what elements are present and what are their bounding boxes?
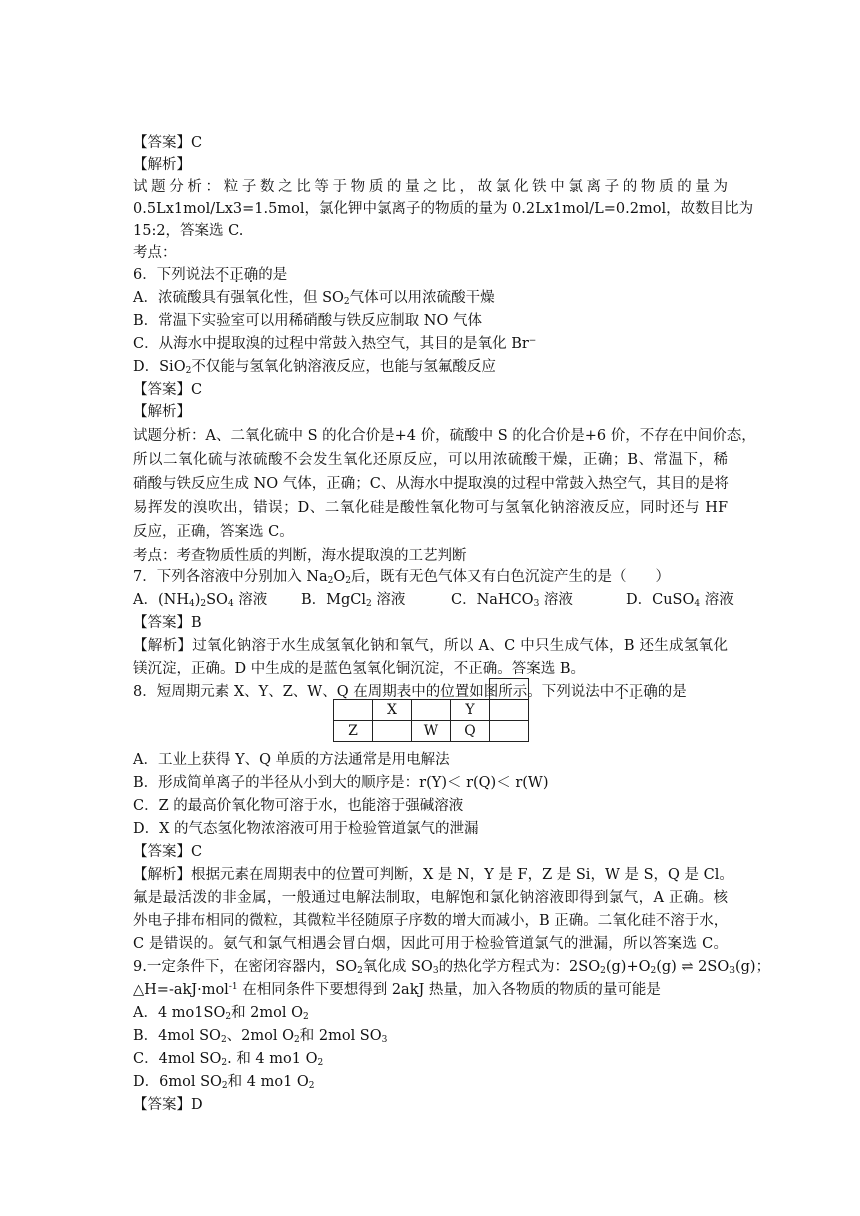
exam-point: 考点： [133, 245, 177, 261]
analysis-text: 【解析】过氧化钠溶于水生成氢氧化钠和氧气，所以 A、C 中只生成气体，B 还生成氢氧化 [133, 638, 728, 654]
analysis-text: 15:2，答案选 C. [133, 223, 244, 239]
analysis-text: 硝酸与铁反应生成 NO 气体，正确；C、从海水中提取溴的过程中常鼓入热空气，其目的是将 [133, 476, 729, 492]
answer-label: 【答案】B [133, 615, 202, 631]
analysis-text: 【解析】根据元素在周期表中的位置可判断，X 是 N，Y 是 F，Z 是 Si，W 是 S，Q 是 Cl。 [133, 867, 734, 883]
question-7-option-c: C．NaHCO$_3$ 溶液 [451, 592, 573, 609]
question-9-stem-cont: △H=-akJ·mol$^{-1}$ 在相同条件下要想得到 2akJ 热量，加入各物质的物质的量可能是 [133, 982, 661, 998]
answer-label: 【答案】D [133, 1097, 203, 1113]
question-9-option-a: A．4 $mo1SO_2$和 2mol $O_2$ [133, 1005, 309, 1022]
analysis-text: 反应，正确，答案选 C。 [133, 524, 294, 540]
question-7-option-d: D．CuSO$_4$ 溶液 [626, 592, 734, 609]
periodic-table-cell [334, 700, 373, 721]
question-7-option-b: B．MgCl$_2$ 溶液 [301, 592, 406, 609]
periodic-table-row [334, 700, 529, 721]
periodic-table-cell [490, 700, 529, 721]
periodic-table-cell [373, 679, 412, 700]
periodic-table-row [334, 679, 529, 700]
analysis-text: C 是错误的。氨气和氯气相遇会冒白烟，因此可用于检验管道氯气的泄漏，所以答案选 C。 [133, 936, 728, 952]
periodic-table-cell: W [412, 721, 451, 742]
question-6-option-c: C．从海水中提取溴的过程中常鼓入热空气，其目的是氧化 Br− [133, 336, 537, 352]
answer-label: 【答案】C [133, 135, 203, 151]
question-6-option-b: B．常温下实验室可以用稀硝酸与铁反应制取 NO 气体 [133, 313, 482, 329]
question-8-option-b: B．形成简单离子的半径从小到大的顺序是：r(Y)＜ r(Q)＜ r(W) [133, 775, 549, 791]
question-9-option-c: C．4mol $SO_2$. 和 4 mo1 $O_2$ [133, 1051, 324, 1068]
analysis-text: 试题分析：A、二氧化硫中 S 的化合价是+4 价，硫酸中 S 的化合价是+6 价，不存在中间价态， [133, 428, 756, 444]
question-7-options [133, 589, 734, 611]
exam-point: 考点：考查物质性质的判断，海水提取溴的工艺判断 [133, 548, 467, 564]
periodic-table-cell: Q [451, 721, 490, 742]
question-6-option-a: A．浓硫酸具有强氧化性，但 $SO_2$气体可以用浓硫酸干燥 [133, 290, 495, 307]
question-9-stem: 9.一定条件下，在密闭容器内，$SO_2$氧化成 $SO_3$的热化学方程式为：$2SO_2(g)+O_2(g)$ ⇌ $2SO_3(g)$； [133, 959, 771, 976]
analysis-text: 所以二氧化硫与浓硫酸不会发生氧化还原反应，可以用浓硫酸干燥，正确；B、常温下，稀 [133, 452, 728, 468]
periodic-table-cell [490, 679, 529, 700]
question-8-stem: 8．短周期元素 X、Y、Z、W、Q 在周期表中的位置如图所示。下列说法中不正确的是 [133, 684, 687, 700]
periodic-table-cell [373, 721, 412, 742]
analysis-text: 易挥发的溴吹出，错误；D、二氧化硅是酸性氧化物可与氢氧化钠溶液反应，同时还与 HF [133, 500, 728, 516]
question-8-option-a: A．工业上获得 Y、Q 单质的方法通常是用电解法 [133, 752, 450, 768]
analysis-text: 镁沉淀，正确。D 中生成的是蓝色氢氧化铜沉淀，不正确。答案选 B。 [133, 661, 585, 677]
periodic-table-cell: Z [334, 721, 373, 742]
answer-label: 【答案】C [133, 844, 203, 860]
question-6-option-d: D．SiO$_2$不仅能与氢氧化钠溶液反应，也能与氢氟酸反应 [133, 359, 496, 376]
periodic-table-cell [490, 721, 529, 742]
analysis-text: 外电子排布相同的微粒，其微粒半径随原子序数的增大而减小，B 正确。二氧化硅不溶于水， [133, 913, 729, 929]
periodic-table-cell [334, 679, 373, 700]
question-7-option-a: A．$(NH_4)_2SO_4$ 溶液 [133, 592, 268, 609]
periodic-table-cell [412, 679, 451, 700]
question-8-option-c: C．Z 的最高价氧化物可溶于水，也能溶于强碱溶液 [133, 798, 464, 814]
analysis-text: 氟是最活泼的非金属，一般通过电解法制取，电解饱和氯化钠溶液即得到氯气，A 正确。核 [133, 890, 728, 906]
analysis-text: 0.5Lx1mol/Lx3=1.5mol，氯化钾中氯离子的物质的量为 0.2Lx1mol/L=0.2mol，故数目比为 [133, 201, 754, 217]
analysis-text: 试题分析：粒子数之比等于物质的量之比，故氯化铁中氯离子的物质的量为 [133, 179, 728, 195]
question-8-option-d: D．X 的气态氢化物浓溶液可用于检验管道氯气的泄漏 [133, 821, 479, 837]
question-9-option-b: B．4mol $SO_2$、2mol $O_2$和 2mol $SO_3$ [133, 1028, 388, 1045]
question-9-option-d: D．6mol $SO_2$和 4 mo1 $O_2$ [133, 1074, 315, 1091]
analysis-label: 【解析】 [133, 157, 191, 173]
periodic-table-cell: Y [451, 700, 490, 721]
question-6-stem: 6．下列说法不正确的是 [133, 267, 288, 283]
question-7-stem: 7．下列各溶液中分别加入 $Na_2O_2$后，既有无色气体又有白色沉淀产生的是（ ） [133, 569, 671, 586]
analysis-label: 【解析】 [133, 404, 191, 420]
periodic-table-cell [412, 700, 451, 721]
answer-label: 【答案】C [133, 382, 203, 398]
periodic-table-row [334, 721, 529, 742]
periodic-table-cell: X [373, 700, 412, 721]
periodic-table-fragment [333, 678, 529, 742]
periodic-table-cell [451, 679, 490, 700]
